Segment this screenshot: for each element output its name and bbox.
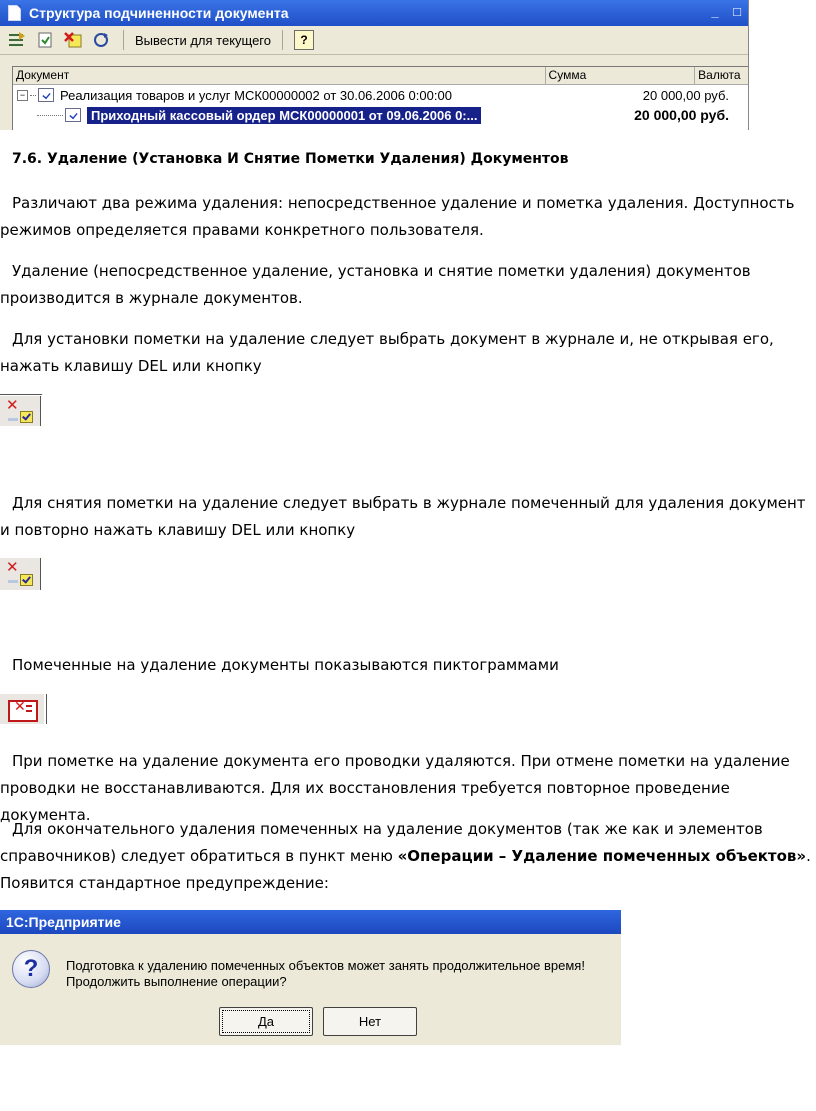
paragraph-final-delete	[0, 816, 812, 897]
refresh-doc-icon[interactable]	[34, 29, 56, 51]
column-sum[interactable]: Сумма	[546, 67, 696, 84]
question-icon: ?	[12, 950, 50, 988]
yes-button[interactable]: Да	[219, 1007, 313, 1036]
table-row-selected[interactable]	[13, 105, 749, 125]
dialog-message-line: Продолжить выполнение операции?	[66, 974, 287, 989]
help-button[interactable]: ?	[294, 30, 314, 50]
paragraph-text: Удаление (непосредственное удаление, установка и снятие пометки удаления) документов производится в журнале документов.	[0, 262, 751, 307]
column-document[interactable]: Документ	[13, 67, 546, 84]
section-heading: 7.6. Удаление (Установка И Снятие Пометки Удаления) Документов	[12, 151, 569, 167]
paragraph-text: Помеченные на удаление документы показываются пиктограммами	[12, 656, 559, 674]
posted-document-icon	[65, 108, 81, 122]
window-titlebar	[0, 0, 748, 26]
dialog-message-line: Подготовка к удалению помеченных объектов может занять продолжительное время!	[66, 958, 585, 973]
paragraph-text: Для снятия пометки на удаление следует выбрать в журнале помеченный для удаления документ и повторно нажать клавишу DEL или кнопку	[0, 494, 806, 539]
no-button[interactable]: Нет	[323, 1007, 417, 1036]
paragraph-set-mark	[0, 326, 812, 380]
row-document: Реализация товаров и услуг МСК00000002 от 30.06.2006 0:00:00	[60, 87, 452, 103]
dialog-title: 1С:Предприятие	[0, 910, 621, 934]
document-structure-window	[0, 0, 749, 130]
window-title: Структура подчиненности документа	[29, 5, 289, 21]
paragraph-text: При пометке на удаление документа его проводки удаляются. При отмене пометки на удаление проводки не восстанавливаются. Для их восстановления требуется повторное проведение документа.	[0, 752, 790, 824]
paragraph-text: Для установки пометки на удаление следует выбрать документ в журнале и, не открывая его, нажать клавишу DEL или кнопку	[0, 330, 774, 375]
column-currency[interactable]: Валюта	[695, 67, 749, 84]
dialog-message	[66, 958, 585, 990]
tree-collapse-icon[interactable]: −	[17, 90, 28, 101]
paragraph-modes	[0, 190, 812, 244]
paragraph-text: Различают два режима удаления: непосредственное удаление и пометка удаления. Доступность режимов определяется правами конкретного пользователя.	[0, 194, 795, 239]
paragraph-text: Для окончательного удаления помеченных на удаление документов (так же как и элементов справочников) следует обратиться в пункт меню	[0, 820, 763, 865]
row-sum: 20 000,00 руб.	[642, 87, 729, 103]
delete-mark-icon[interactable]	[62, 29, 84, 51]
paragraph-pictograms	[0, 652, 812, 679]
list-tree-icon[interactable]	[6, 29, 28, 51]
grid-header	[13, 67, 749, 85]
row-document: Приходный кассовый ордер МСК00000001 от 09.06.2006 0:...	[87, 107, 481, 124]
row-sum: 20 000,00 руб.	[634, 107, 729, 123]
maximize-icon[interactable]: □	[733, 4, 741, 19]
toolbar	[0, 26, 748, 55]
document-grid	[12, 66, 749, 130]
confirm-dialog	[0, 910, 621, 1045]
paragraph-journal	[0, 258, 812, 312]
minimize-icon[interactable]: _	[711, 4, 719, 19]
paragraph-text: . Появится стандартное предупреждение:	[0, 847, 811, 892]
refresh-icon[interactable]	[90, 29, 112, 51]
document-icon	[8, 5, 21, 21]
output-current-button[interactable]: Вывести для текущего	[135, 32, 271, 48]
posted-document-icon	[38, 88, 54, 102]
paragraph-unset-mark	[0, 490, 812, 544]
menu-path: «Операции – Удаление помеченных объектов»	[397, 847, 807, 865]
table-row[interactable]	[13, 85, 749, 105]
